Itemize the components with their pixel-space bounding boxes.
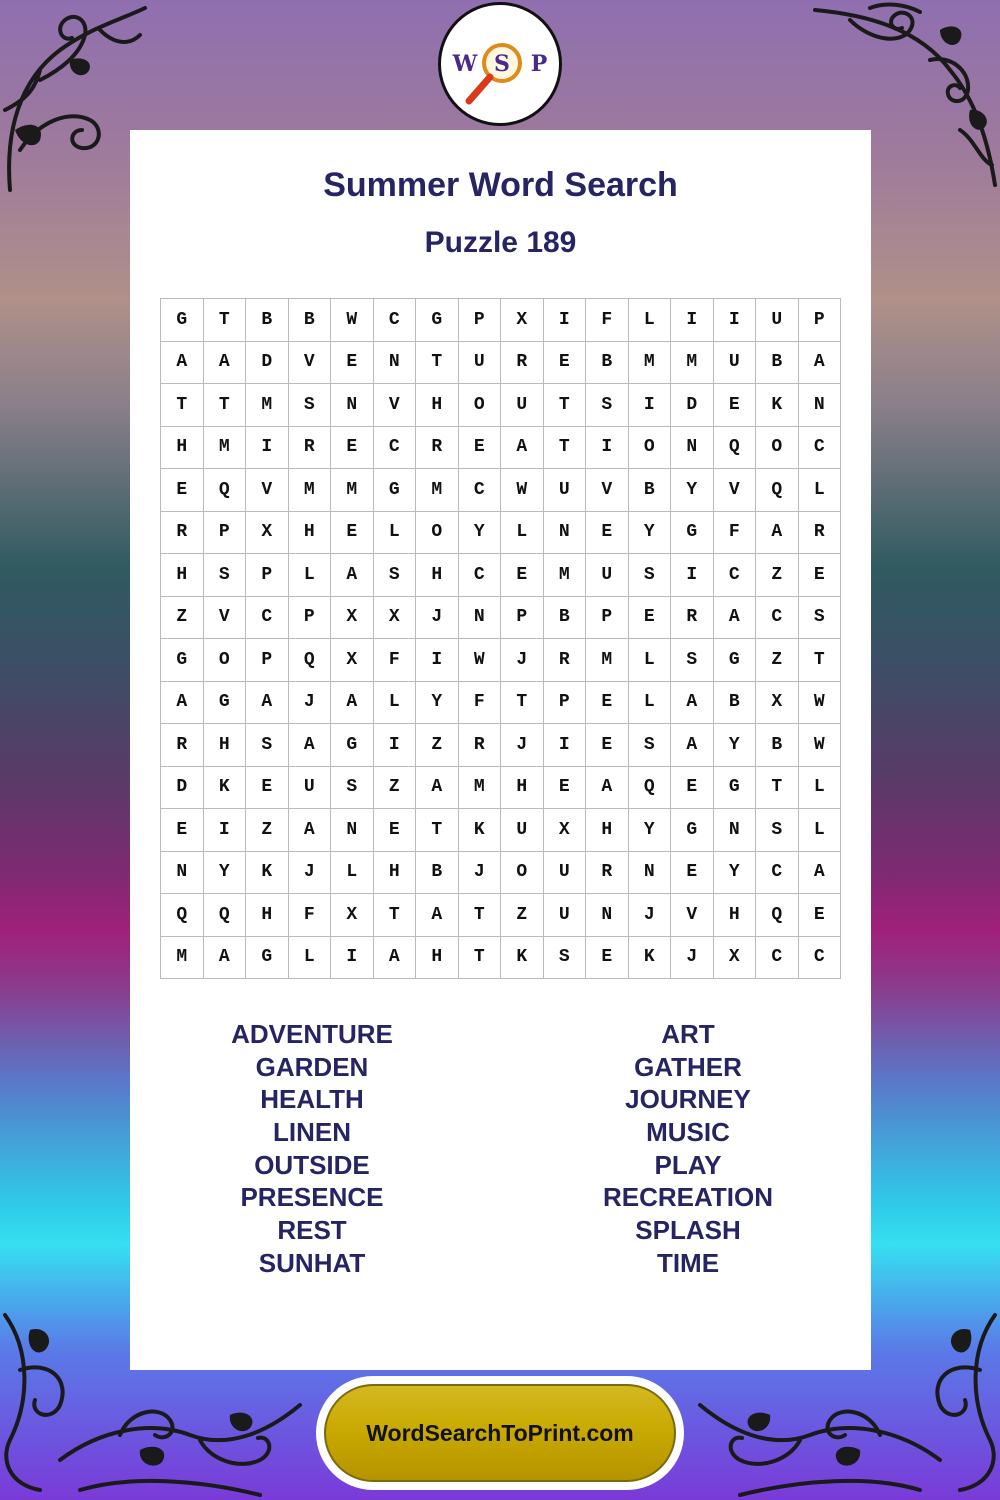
grid-cell[interactable]: G xyxy=(714,767,757,810)
grid-cell[interactable]: E xyxy=(331,512,374,555)
grid-cell[interactable]: A xyxy=(204,937,247,980)
logo-letter-s: S xyxy=(494,51,510,77)
grid-cell[interactable]: X xyxy=(544,809,587,852)
grid-cell[interactable]: G xyxy=(416,299,459,342)
grid-cell[interactable]: J xyxy=(501,724,544,767)
grid-cell[interactable]: H xyxy=(416,384,459,427)
grid-cell[interactable]: L xyxy=(629,639,672,682)
grid-cell[interactable]: T xyxy=(544,427,587,470)
grid-cell[interactable]: E xyxy=(544,342,587,385)
page-title: Summer Word Search xyxy=(323,166,678,204)
grid-cell[interactable]: T xyxy=(501,682,544,725)
grid-cell[interactable]: B xyxy=(246,299,289,342)
grid-cell[interactable]: I xyxy=(671,299,714,342)
grid-cell[interactable]: E xyxy=(331,427,374,470)
grid-cell[interactable]: E xyxy=(161,809,204,852)
grid-cell[interactable]: A xyxy=(289,724,332,767)
grid-cell[interactable]: H xyxy=(714,894,757,937)
word-list-item: MUSIC xyxy=(646,1117,730,1148)
grid-cell[interactable]: Q xyxy=(756,894,799,937)
grid-cell[interactable]: I xyxy=(629,384,672,427)
grid-cell[interactable]: W xyxy=(501,469,544,512)
grid-cell[interactable]: W xyxy=(799,724,842,767)
grid-cell[interactable]: U xyxy=(714,342,757,385)
grid-cell[interactable]: X xyxy=(714,937,757,980)
grid-cell[interactable]: L xyxy=(629,682,672,725)
grid-cell[interactable]: T xyxy=(459,894,502,937)
grid-cell[interactable]: P xyxy=(501,597,544,640)
grid-cell[interactable]: X xyxy=(246,512,289,555)
grid-cell[interactable]: C xyxy=(374,299,417,342)
grid-cell[interactable]: V xyxy=(586,469,629,512)
grid-cell[interactable]: R xyxy=(161,724,204,767)
grid-cell[interactable]: Y xyxy=(204,852,247,895)
grid-cell[interactable]: Z xyxy=(246,809,289,852)
grid-cell[interactable]: Q xyxy=(161,894,204,937)
grid-cell[interactable]: G xyxy=(671,512,714,555)
grid-cell[interactable]: B xyxy=(416,852,459,895)
grid-cell[interactable]: O xyxy=(756,427,799,470)
grid-cell[interactable]: M xyxy=(671,342,714,385)
grid-cell[interactable]: A xyxy=(204,342,247,385)
grid-cell[interactable]: E xyxy=(586,512,629,555)
grid-cell[interactable]: E xyxy=(629,597,672,640)
word-list-item: PRESENCE xyxy=(240,1182,384,1213)
grid-cell[interactable]: E xyxy=(799,894,842,937)
grid-cell[interactable]: U xyxy=(289,767,332,810)
logo-letter-w: W xyxy=(452,51,478,77)
grid-cell[interactable]: V xyxy=(714,469,757,512)
grid-cell[interactable]: Z xyxy=(161,597,204,640)
grid-cell[interactable]: J xyxy=(416,597,459,640)
grid-cell[interactable]: S xyxy=(289,384,332,427)
grid-cell[interactable]: M xyxy=(204,427,247,470)
grid-cell[interactable]: A xyxy=(501,427,544,470)
grid-cell[interactable]: N xyxy=(671,427,714,470)
grid-cell[interactable]: C xyxy=(374,427,417,470)
grid-cell[interactable]: M xyxy=(161,937,204,980)
grid-cell[interactable]: M xyxy=(331,469,374,512)
grid-cell[interactable]: B xyxy=(289,299,332,342)
grid-cell[interactable]: I xyxy=(331,937,374,980)
grid-cell[interactable]: Z xyxy=(756,639,799,682)
grid-cell[interactable]: S xyxy=(246,724,289,767)
grid-cell[interactable]: H xyxy=(416,554,459,597)
grid-cell[interactable]: Y xyxy=(459,512,502,555)
grid-cell[interactable]: Q xyxy=(204,894,247,937)
grid-cell[interactable]: G xyxy=(374,469,417,512)
grid-cell[interactable]: T xyxy=(204,299,247,342)
grid-cell[interactable]: I xyxy=(374,724,417,767)
grid-cell[interactable]: L xyxy=(289,554,332,597)
grid-cell[interactable]: D xyxy=(246,342,289,385)
grid-cell[interactable]: P xyxy=(204,512,247,555)
grid-cell[interactable]: A xyxy=(331,682,374,725)
grid-cell[interactable]: D xyxy=(671,384,714,427)
grid-cell[interactable]: W xyxy=(459,639,502,682)
grid-cell[interactable]: S xyxy=(671,639,714,682)
grid-cell[interactable]: P xyxy=(289,597,332,640)
grid-cell[interactable]: A xyxy=(161,342,204,385)
grid-cell[interactable]: A xyxy=(714,597,757,640)
grid-cell[interactable]: I xyxy=(416,639,459,682)
grid-cell[interactable]: E xyxy=(544,767,587,810)
grid-cell[interactable]: V xyxy=(246,469,289,512)
grid-cell[interactable]: L xyxy=(501,512,544,555)
grid-cell[interactable]: R xyxy=(289,427,332,470)
grid-cell[interactable]: S xyxy=(799,597,842,640)
grid-cell[interactable]: F xyxy=(374,639,417,682)
grid-cell[interactable]: S xyxy=(374,554,417,597)
grid-cell[interactable]: G xyxy=(161,299,204,342)
grid-cell[interactable]: W xyxy=(799,682,842,725)
grid-cell[interactable]: P xyxy=(459,299,502,342)
grid-cell[interactable]: A xyxy=(289,809,332,852)
grid-cell[interactable]: E xyxy=(161,469,204,512)
grid-cell[interactable]: M xyxy=(459,767,502,810)
grid-cell[interactable]: A xyxy=(374,937,417,980)
grid-cell[interactable]: A xyxy=(161,682,204,725)
grid-cell[interactable]: T xyxy=(756,767,799,810)
grid-cell[interactable]: H xyxy=(416,937,459,980)
grid-cell[interactable]: T xyxy=(799,639,842,682)
grid-cell[interactable]: X xyxy=(756,682,799,725)
grid-cell[interactable]: N xyxy=(161,852,204,895)
grid-cell[interactable]: T xyxy=(204,384,247,427)
grid-cell[interactable]: L xyxy=(799,809,842,852)
grid-cell[interactable]: A xyxy=(416,767,459,810)
grid-cell[interactable]: Y xyxy=(714,724,757,767)
grid-cell[interactable]: E xyxy=(799,554,842,597)
grid-cell[interactable]: P xyxy=(544,682,587,725)
grid-cell[interactable]: A xyxy=(799,852,842,895)
grid-cell[interactable]: P xyxy=(586,597,629,640)
grid-cell[interactable]: M xyxy=(586,639,629,682)
grid-cell[interactable]: X xyxy=(501,299,544,342)
grid-cell[interactable]: M xyxy=(629,342,672,385)
word-list-item: ART xyxy=(661,1019,715,1049)
word-list-item: OUTSIDE xyxy=(254,1149,370,1180)
grid-cell[interactable]: T xyxy=(544,384,587,427)
grid-cell[interactable]: E xyxy=(501,554,544,597)
word-list-item: JOURNEY xyxy=(625,1084,751,1115)
grid-cell[interactable]: E xyxy=(459,427,502,470)
grid-cell[interactable]: K xyxy=(501,937,544,980)
grid-cell[interactable]: C xyxy=(799,427,842,470)
grid-cell[interactable]: Y xyxy=(629,512,672,555)
grid-cell[interactable]: M xyxy=(544,554,587,597)
grid-cell[interactable]: O xyxy=(629,427,672,470)
grid-cell[interactable]: X xyxy=(331,639,374,682)
grid-cell[interactable]: Z xyxy=(374,767,417,810)
grid-cell[interactable]: B xyxy=(756,724,799,767)
grid-cell[interactable]: H xyxy=(586,809,629,852)
word-list-item: REST xyxy=(277,1215,347,1246)
grid-cell[interactable]: A xyxy=(246,682,289,725)
grid-cell[interactable]: M xyxy=(416,469,459,512)
grid-cell[interactable]: B xyxy=(586,342,629,385)
logo-letter-p: P xyxy=(530,51,548,77)
grid-cell[interactable]: I xyxy=(544,299,587,342)
grid-cell[interactable]: H xyxy=(204,724,247,767)
word-list-item: GARDEN xyxy=(255,1051,369,1082)
grid-cell[interactable]: A xyxy=(416,894,459,937)
grid-cell[interactable]: I xyxy=(544,724,587,767)
grid-cell[interactable]: R xyxy=(586,852,629,895)
grid-cell[interactable]: Y xyxy=(629,809,672,852)
grid-cell[interactable]: U xyxy=(459,342,502,385)
grid-cell[interactable]: H xyxy=(246,894,289,937)
word-list-item: RECREATION xyxy=(603,1182,773,1213)
grid-cell[interactable]: C xyxy=(459,554,502,597)
grid-cell[interactable]: V xyxy=(289,342,332,385)
grid-cell[interactable]: Z xyxy=(501,894,544,937)
grid-cell[interactable]: Q xyxy=(714,427,757,470)
grid-cell[interactable]: N xyxy=(374,342,417,385)
grid-cell[interactable]: H xyxy=(501,767,544,810)
grid-cell[interactable]: U xyxy=(756,299,799,342)
grid-cell[interactable]: R xyxy=(501,342,544,385)
grid-cell[interactable]: E xyxy=(671,852,714,895)
corner-ornament-top-left xyxy=(0,0,150,200)
grid-cell[interactable]: G xyxy=(161,639,204,682)
grid-cell[interactable]: P xyxy=(246,639,289,682)
grid-cell[interactable]: F xyxy=(714,512,757,555)
grid-cell[interactable]: C xyxy=(799,937,842,980)
grid-cell[interactable]: V xyxy=(374,384,417,427)
grid-cell[interactable]: A xyxy=(671,682,714,725)
grid-cell[interactable]: C xyxy=(756,937,799,980)
grid-cell[interactable]: E xyxy=(331,342,374,385)
letter-grid xyxy=(160,298,841,979)
grid-cell[interactable]: B xyxy=(756,342,799,385)
grid-cell[interactable]: E xyxy=(374,809,417,852)
grid-cell[interactable]: E xyxy=(586,682,629,725)
grid-cell[interactable]: P xyxy=(246,554,289,597)
grid-cell[interactable]: V xyxy=(671,894,714,937)
grid-cell[interactable]: X xyxy=(331,597,374,640)
grid-cell[interactable]: A xyxy=(331,554,374,597)
grid-cell[interactable]: L xyxy=(799,469,842,512)
wsp-logo xyxy=(438,2,562,126)
word-list-item: TIME xyxy=(656,1247,720,1278)
grid-cell[interactable]: U xyxy=(501,384,544,427)
grid-cell[interactable]: C xyxy=(756,852,799,895)
grid-cell[interactable]: S xyxy=(629,724,672,767)
grid-cell[interactable]: O xyxy=(501,852,544,895)
grid-cell[interactable]: L xyxy=(374,682,417,725)
grid-cell[interactable]: O xyxy=(459,384,502,427)
grid-cell[interactable]: S xyxy=(629,554,672,597)
grid-cell[interactable]: U xyxy=(501,809,544,852)
grid-cell[interactable]: T xyxy=(161,384,204,427)
puzzle-sheet xyxy=(130,130,871,1370)
magnifying-glass-icon xyxy=(441,5,559,123)
grid-cell[interactable]: E xyxy=(586,937,629,980)
grid-cell[interactable]: L xyxy=(629,299,672,342)
grid-cell[interactable]: E xyxy=(246,767,289,810)
grid-cell[interactable]: G xyxy=(246,937,289,980)
word-list-item: LINEN xyxy=(273,1117,351,1148)
grid-cell[interactable]: M xyxy=(289,469,332,512)
grid-cell[interactable]: R xyxy=(544,639,587,682)
grid-cell[interactable]: Y xyxy=(416,682,459,725)
grid-cell[interactable]: J xyxy=(629,894,672,937)
grid-cell[interactable]: S xyxy=(204,554,247,597)
word-list-left xyxy=(162,1018,462,1280)
grid-cell[interactable]: H xyxy=(374,852,417,895)
grid-cell[interactable]: Q xyxy=(289,639,332,682)
grid-cell[interactable]: G xyxy=(714,639,757,682)
grid-cell[interactable]: C xyxy=(756,597,799,640)
grid-cell[interactable]: C xyxy=(246,597,289,640)
grid-cell[interactable]: I xyxy=(671,554,714,597)
grid-cell[interactable]: X xyxy=(374,597,417,640)
grid-cell[interactable]: B xyxy=(714,682,757,725)
grid-cell[interactable]: B xyxy=(544,597,587,640)
grid-cell[interactable]: L xyxy=(289,937,332,980)
grid-cell[interactable]: N xyxy=(459,597,502,640)
grid-cell[interactable]: A xyxy=(756,512,799,555)
grid-cell[interactable]: T xyxy=(416,809,459,852)
grid-cell[interactable]: J xyxy=(459,852,502,895)
grid-cell[interactable]: S xyxy=(331,767,374,810)
grid-cell[interactable]: J xyxy=(289,682,332,725)
grid-cell[interactable]: F xyxy=(459,682,502,725)
grid-cell[interactable]: M xyxy=(246,384,289,427)
grid-cell[interactable]: I xyxy=(586,427,629,470)
grid-cell[interactable]: J xyxy=(671,937,714,980)
grid-cell[interactable]: N xyxy=(714,809,757,852)
grid-cell[interactable]: G xyxy=(671,809,714,852)
grid-cell[interactable]: N xyxy=(799,384,842,427)
grid-cell[interactable]: Z xyxy=(416,724,459,767)
grid-cell[interactable]: I xyxy=(246,427,289,470)
grid-cell[interactable]: J xyxy=(289,852,332,895)
grid-cell[interactable]: S xyxy=(586,384,629,427)
grid-cell[interactable]: N xyxy=(331,384,374,427)
grid-cell[interactable]: Q xyxy=(204,469,247,512)
grid-cell[interactable]: H xyxy=(161,427,204,470)
grid-cell[interactable]: G xyxy=(331,724,374,767)
grid-cell[interactable]: O xyxy=(416,512,459,555)
grid-cell[interactable]: A xyxy=(799,342,842,385)
grid-cell[interactable]: K xyxy=(629,937,672,980)
grid-cell[interactable]: N xyxy=(586,894,629,937)
grid-cell[interactable]: A xyxy=(586,767,629,810)
grid-cell[interactable]: C xyxy=(459,469,502,512)
word-list-item: ADVENTURE xyxy=(231,1019,393,1049)
grid-cell[interactable]: E xyxy=(714,384,757,427)
grid-cell[interactable]: H xyxy=(161,554,204,597)
grid-cell[interactable]: K xyxy=(246,852,289,895)
grid-cell[interactable]: I xyxy=(204,809,247,852)
website-label: WordSearchToPrint.com xyxy=(366,1419,634,1446)
grid-cell[interactable]: L xyxy=(374,512,417,555)
word-list-right xyxy=(538,1018,838,1280)
grid-cell[interactable]: V xyxy=(204,597,247,640)
grid-cell[interactable]: S xyxy=(756,809,799,852)
grid-cell[interactable]: W xyxy=(331,299,374,342)
grid-cell[interactable]: F xyxy=(586,299,629,342)
grid-cell[interactable]: R xyxy=(459,724,502,767)
grid-cell[interactable]: E xyxy=(586,724,629,767)
website-button[interactable] xyxy=(324,1384,676,1482)
grid-cell[interactable]: U xyxy=(544,894,587,937)
grid-cell[interactable]: P xyxy=(799,299,842,342)
grid-cell[interactable]: Y xyxy=(671,469,714,512)
grid-cell[interactable]: R xyxy=(416,427,459,470)
puzzle-number: Puzzle 189 xyxy=(424,226,577,259)
grid-cell[interactable]: J xyxy=(501,639,544,682)
grid-cell[interactable]: Y xyxy=(714,852,757,895)
grid-cell[interactable]: F xyxy=(289,894,332,937)
grid-cell[interactable]: L xyxy=(331,852,374,895)
grid-cell[interactable]: I xyxy=(714,299,757,342)
grid-cell[interactable]: K xyxy=(459,809,502,852)
word-list-item: HEALTH xyxy=(260,1084,364,1115)
grid-cell[interactable]: K xyxy=(756,384,799,427)
grid-cell[interactable]: Q xyxy=(756,469,799,512)
grid-cell[interactable]: G xyxy=(204,682,247,725)
grid-cell[interactable]: N xyxy=(331,809,374,852)
grid-cell[interactable]: N xyxy=(629,852,672,895)
grid-cell[interactable]: Q xyxy=(629,767,672,810)
grid-cell[interactable]: D xyxy=(161,767,204,810)
grid-cell[interactable]: Z xyxy=(756,554,799,597)
grid-cell[interactable]: N xyxy=(544,512,587,555)
grid-cell[interactable]: C xyxy=(714,554,757,597)
grid-cell[interactable]: U xyxy=(544,852,587,895)
grid-cell[interactable]: U xyxy=(544,469,587,512)
grid-cell[interactable]: E xyxy=(671,767,714,810)
grid-cell[interactable]: R xyxy=(799,512,842,555)
grid-cell[interactable]: T xyxy=(416,342,459,385)
grid-cell[interactable]: H xyxy=(289,512,332,555)
grid-cell[interactable]: O xyxy=(204,639,247,682)
grid-cell[interactable]: X xyxy=(331,894,374,937)
grid-cell[interactable]: T xyxy=(374,894,417,937)
word-list-item: SPLASH xyxy=(635,1215,741,1246)
word-list-item: SUNHAT xyxy=(258,1247,366,1278)
grid-cell[interactable]: T xyxy=(459,937,502,980)
grid-cell[interactable]: L xyxy=(799,767,842,810)
grid-cell[interactable]: R xyxy=(671,597,714,640)
grid-cell[interactable]: K xyxy=(204,767,247,810)
grid-cell[interactable]: S xyxy=(544,937,587,980)
grid-cell[interactable]: A xyxy=(671,724,714,767)
grid-cell[interactable]: U xyxy=(586,554,629,597)
grid-cell[interactable]: R xyxy=(161,512,204,555)
word-list-item: GATHER xyxy=(634,1051,742,1082)
grid-cell[interactable]: B xyxy=(629,469,672,512)
word-list-item: PLAY xyxy=(654,1149,722,1180)
